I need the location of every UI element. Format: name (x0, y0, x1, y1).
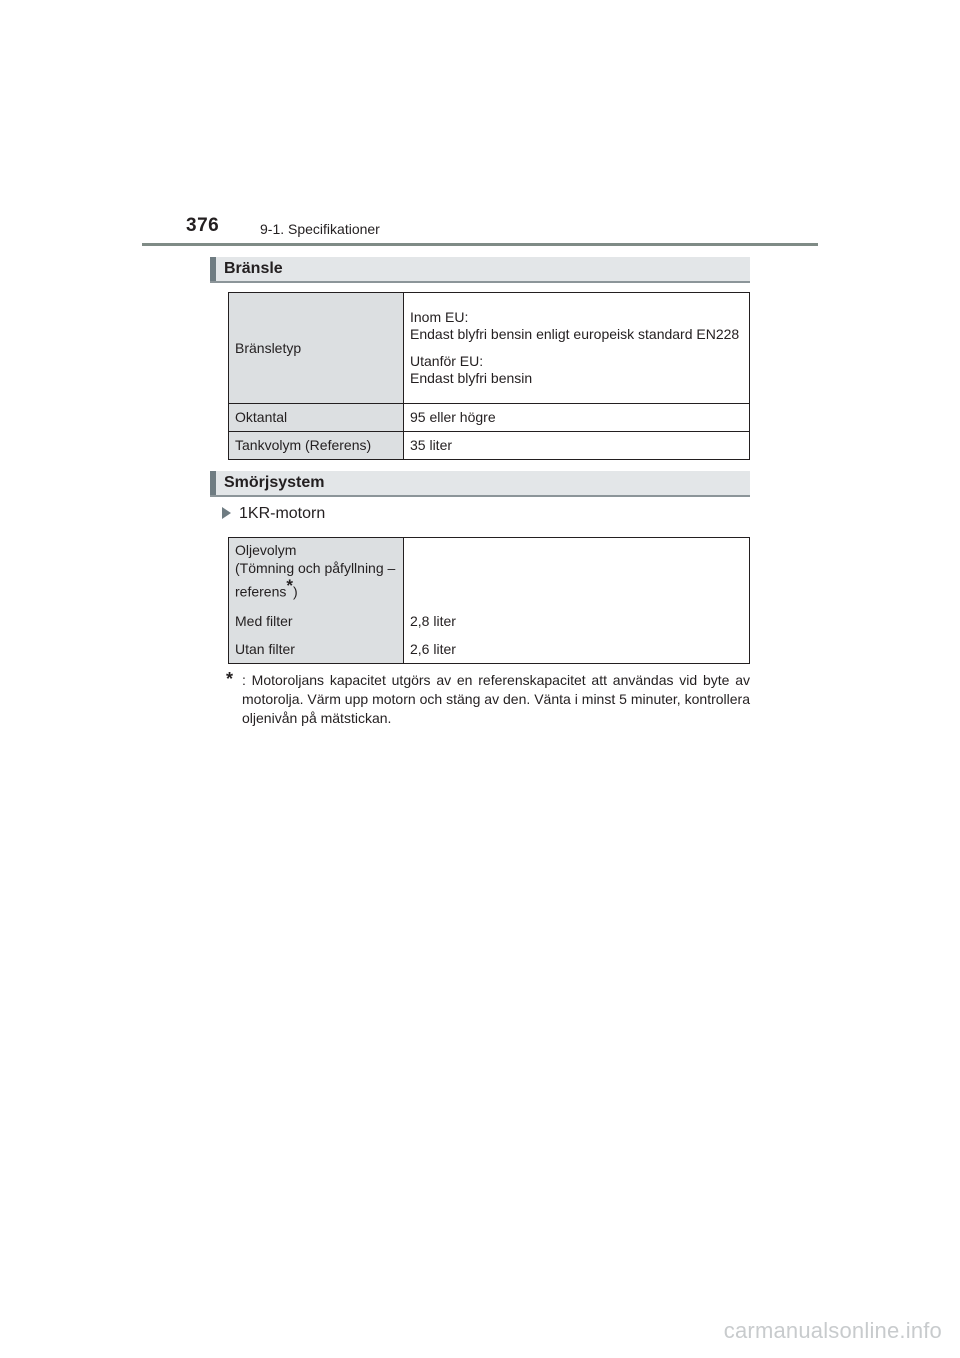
without-filter-value: 2,6 liter (404, 636, 750, 664)
fuel-section-heading (210, 257, 750, 283)
octane-value: 95 eller högre (404, 404, 750, 432)
fuel-heading-text: Bränsle (224, 260, 283, 277)
lubrication-heading-text: Smörjsystem (224, 474, 325, 491)
page-number: 376 (186, 215, 220, 236)
table-row (229, 538, 750, 608)
tank-volume-value: 35 liter (404, 432, 750, 460)
without-filter-label: Utan filter (229, 636, 404, 664)
fuel-non-eu-text: Endast blyfri bensin (410, 370, 533, 386)
fuel-eu-title: Inom EU: (410, 309, 469, 325)
fuel-table (228, 292, 750, 460)
table-row (229, 636, 750, 664)
watermark: carmanualsonline.info (723, 1318, 942, 1343)
section-path: 9-1. Specifikationer (260, 221, 380, 237)
oil-volume-label-line1: Oljevolym (235, 542, 297, 558)
table-row (229, 293, 750, 404)
oil-volume-label (229, 538, 404, 608)
oil-volume-label-line2: (Tömning och påfyllning – (235, 560, 396, 576)
tank-volume-label: Tankvolym (Referens) (229, 432, 404, 460)
lubrication-section-heading (210, 471, 750, 497)
table-row (229, 432, 750, 460)
footnote-mark: * (226, 669, 234, 689)
table-row (229, 404, 750, 432)
engine-subheading (222, 505, 325, 523)
fuel-type-value (404, 293, 750, 404)
fuel-eu-text: Endast blyfri bensin enligt europeisk standard EN228 (410, 326, 740, 342)
octane-label: Oktantal (229, 404, 404, 432)
with-filter-label: Med filter (229, 608, 404, 636)
oil-volume-value (404, 538, 750, 608)
footnote-text: : Motoroljans kapacitet utgörs av en referenskapacitet att användas vid byte av motorolja. Värm upp motorn och stäng av den. Vänta i minst 5 minuter, kontrollera oljenivån på mätstickan. (242, 672, 750, 726)
fuel-non-eu-title: Utanför EU: (410, 353, 484, 369)
table-row (229, 608, 750, 636)
fuel-type-label: Bränsletyp (229, 293, 404, 404)
header-rule (142, 243, 818, 246)
footnote-star: * (286, 576, 293, 595)
oil-volume-label-close: ) (292, 583, 298, 600)
oil-table (228, 537, 750, 664)
triangle-bullet-icon (222, 507, 231, 519)
footnote (226, 670, 750, 728)
engine-subheading-text: 1KR-motorn (239, 505, 326, 522)
oil-volume-label-line3: referens (235, 583, 287, 600)
with-filter-value: 2,8 liter (404, 608, 750, 636)
